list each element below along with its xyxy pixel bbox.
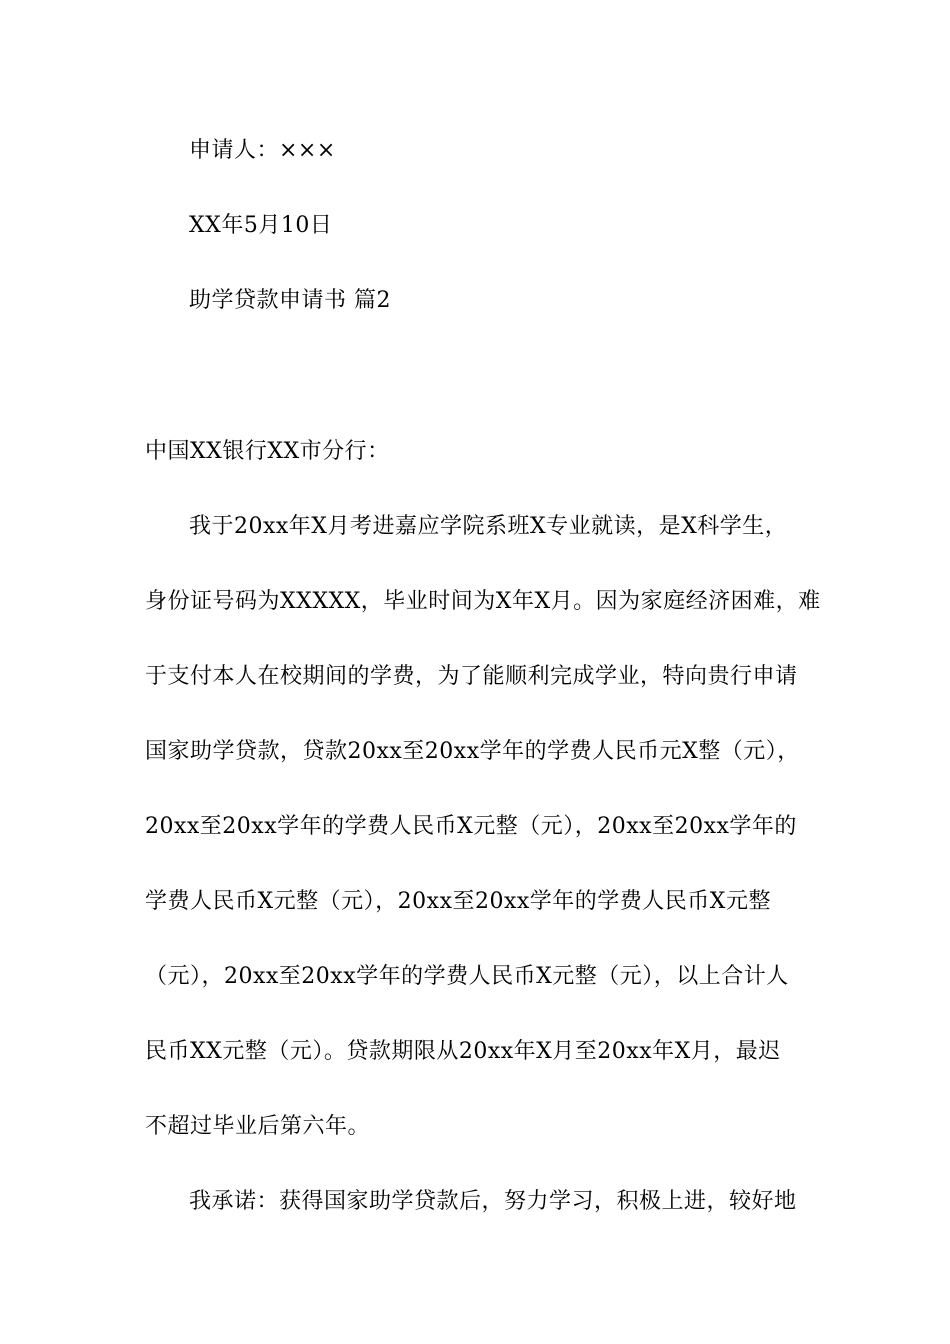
addressee: 中国XX银行XX市分行：	[145, 439, 390, 464]
paragraph-line: 民币XX元整（元）。贷款期限从20xx年X月至20xx年X月，最迟	[145, 1039, 781, 1064]
paragraph-line: 20xx至20xx学年的学费人民币X元整（元），20xx至20xx学年的	[145, 814, 797, 839]
paragraph-line: 国家助学贷款，贷款20xx至20xx学年的学费人民币元X整（元），	[145, 739, 800, 764]
paragraph-line: 我承诺：获得国家助学贷款后，努力学习，积极上进，较好地	[189, 1189, 797, 1214]
application-date: XX年5月10日	[189, 213, 333, 238]
paragraph-line: 学费人民币X元整（元），20xx至20xx学年的学费人民币X元整	[145, 889, 771, 914]
paragraph-line: （元），20xx至20xx学年的学费人民币X元整（元），以上合计人	[145, 964, 789, 989]
paragraph-line: 于支付本人在校期间的学费，为了能顺利完成学业，特向贵行申请	[145, 664, 798, 689]
section-heading: 助学贷款申请书 篇2	[189, 288, 391, 313]
applicant-signature: 申请人：×××	[189, 138, 336, 163]
paragraph-line: 身份证号码为XXXXX，毕业时间为X年X月。因为家庭经济困难，难	[145, 589, 821, 614]
paragraph-line: 不超过毕业后第六年。	[145, 1114, 371, 1139]
paragraph-line: 我于20xx年X月考进嘉应学院系班X专业就读，是X科学生，	[189, 514, 788, 539]
